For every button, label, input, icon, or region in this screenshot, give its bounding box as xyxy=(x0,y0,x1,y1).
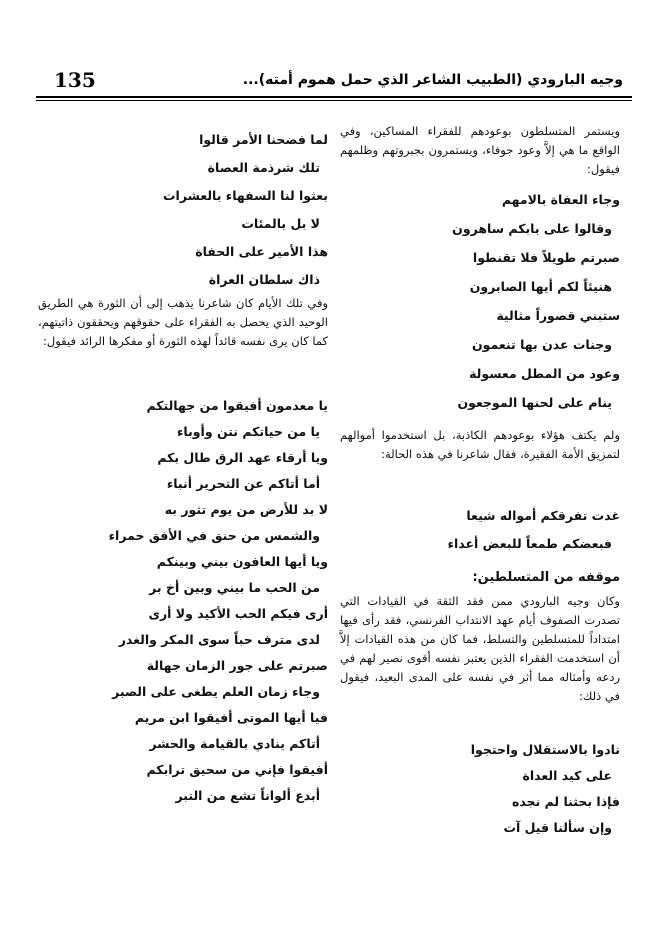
verse-line: يا معدمون أفيقوا من جهالتكم xyxy=(146,398,328,413)
verse-line: أرى فيكم الحب الأكيد ولا أرى xyxy=(148,606,328,621)
verse-line: أبدع ألواناً تشع من التبر xyxy=(175,788,320,803)
verse-line: ينام على لحنها الموجعون xyxy=(457,395,612,410)
header-rule-thin xyxy=(36,100,632,101)
verse-line: وجاء زمان العلم يطغى على الصبر xyxy=(112,684,320,699)
header-rule xyxy=(36,96,632,98)
verse-line: وجنات عدن بها تنعمون xyxy=(472,337,612,352)
verse-line: والشمس من حنق في الأفق حمراء xyxy=(108,528,320,543)
verse-line: هنيئاً لكم أيها الصابرون xyxy=(469,279,612,294)
verse-line: فيا أيها الموتى أفيقوا ابن مريم xyxy=(134,710,328,725)
verse-line: صبرتم طويلاً فلا تقنطوا xyxy=(472,250,620,265)
page-header xyxy=(0,0,661,110)
verse-line: لدى مترف حباً سوى المكر والغدر xyxy=(118,632,320,647)
verse-line: ذاك سلطان العراة xyxy=(208,272,320,287)
verse-line: أما أتاكم عن التحرير أنباء xyxy=(166,476,320,491)
verse-line: بعثوا لنا السفهاء بالعشرات xyxy=(162,188,328,203)
verse-line: وعود من المطل معسولة xyxy=(469,366,620,381)
verse-line: على كيد العداة xyxy=(522,768,612,783)
verse-line: من الحب ما بيني وبين أخ بر xyxy=(149,580,320,595)
verse-line: ويا أرقاء عهد الرق طال بكم xyxy=(157,450,328,465)
verse-line: هذا الأمير على الحفاة xyxy=(195,244,328,259)
verse-line: فبعضكم طمعاً للبعض أعداء xyxy=(447,536,612,551)
verse-line: لا بد للأرض من يوم تثور به xyxy=(164,502,328,517)
intro-paragraph: ويستمر المتسلطون بوعودهم للفقراء المساكين، وفي الواقع ما هي إلاَّ وعود جوفاء، ويستمرون بجبروتهم وظلمهم فيقول: xyxy=(340,124,620,176)
verse-line: وجاء العفاة بالامهم xyxy=(501,192,620,207)
verse-line: وإن سألنا قيل آت xyxy=(503,820,612,835)
verse-line: يا من حياتكم نتن وأوباء xyxy=(177,424,320,439)
paragraph: وكان وجيه البارودي ممن فقد الثقة في القيادات التي تصدرت الصفوف أيام عهد الانتداب الفرنسي، فقد رأى فيها امتداداً للمتسلطين والتسلط، فما كان من هذه القيادات إلاَّ أن استخدمت الفقراء الذين يعتبر نفسه أقوى نصير لهم في ردعه وأمثاله مما أثر في نفسه على المدى البعيد، فيقول في ذلك: xyxy=(340,594,620,703)
verse-line: تلك شرذمة العصاة xyxy=(207,160,320,175)
verse-line: وقالوا على بابكم ساهرون xyxy=(452,221,612,236)
paragraph: وفي تلك الأيام كان شاعرنا يذهب إلى أن الثورة هي الطريق الوحيد الذي يحصل به الفقراء على حقوقهم ويحققون ذاتيتهم، كما كان يرى نفسه قائداً لهذه الثورة أو مفكرها الرائد فيقول: xyxy=(38,296,328,348)
verse-line: نادوا بالاستقلال واحتجوا xyxy=(470,742,620,757)
verse-line: لا بل بالمئات xyxy=(241,216,320,231)
verse-line: أفيقوا فإني من سحيق ترابكم xyxy=(146,762,328,777)
verse-line: ويا أيها العافون بيني وبينكم xyxy=(156,554,328,569)
verse-line: فإذا بحثنا لم نجده xyxy=(511,794,620,809)
section-heading: موقفه من المتسلطين: xyxy=(472,570,620,585)
page-number: 135 xyxy=(54,68,96,92)
verse-line: أتاكم ينادي بالقيامة والحشر xyxy=(149,736,320,751)
verse-line: لما فضحنا الأمر قالوا xyxy=(199,132,328,147)
verse-line: صبرتم على جور الزمان جهالة xyxy=(146,658,328,673)
verse-line: ستبني قصوراً مثالية xyxy=(496,308,620,323)
paragraph: ولم يكتف هؤلاء بوعودهم الكاذبة، بل استخدموا أموالهم لتمزيق الأمة الفقيرة، فقال شاعرنا في هذه الحالة: xyxy=(340,428,620,461)
running-title: وجيه البارودي (الطبيب الشاعر الذي حمل هموم أمته)... xyxy=(242,72,623,88)
verse-line: غدت تفرقكم أمواله شيعا xyxy=(466,508,620,523)
